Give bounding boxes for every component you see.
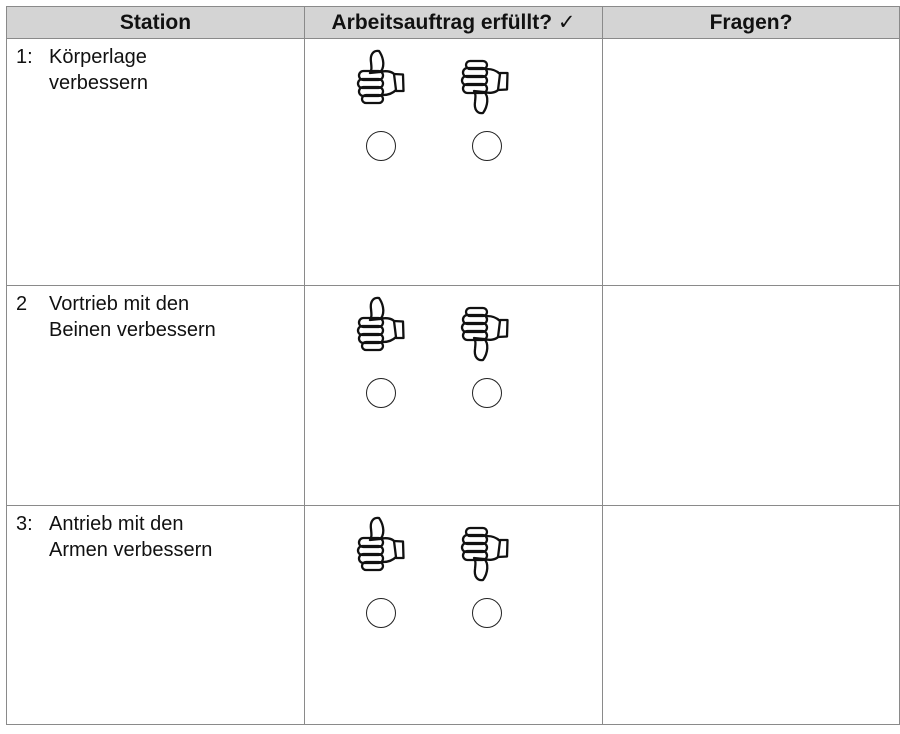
station-number: 2 <box>16 293 28 315</box>
station-cell <box>7 39 305 286</box>
completed-yes-radio[interactable] <box>366 378 396 408</box>
table-row <box>7 39 900 286</box>
station-worksheet-table <box>6 6 900 725</box>
station-description-line: Beinen verbessern <box>49 319 216 341</box>
thumbs-down-icon <box>457 294 513 364</box>
station-description-line: Armen verbessern <box>49 539 213 561</box>
station-description-line: verbessern <box>49 72 148 94</box>
header-row <box>7 7 900 39</box>
station-number: 1: <box>16 46 33 68</box>
completed-no-radio[interactable] <box>472 131 502 161</box>
thumbs-down-icon <box>457 47 513 117</box>
station-description <box>49 511 289 563</box>
station-description <box>49 291 289 343</box>
station-description-line: Antrieb mit den <box>49 513 184 535</box>
table-row <box>7 506 900 725</box>
completed-yes-radio[interactable] <box>366 131 396 161</box>
station-cell <box>7 506 305 725</box>
station-column-header: Station <box>7 7 305 39</box>
completed-yes-radio[interactable] <box>366 598 396 628</box>
task-rating-cell <box>305 506 603 725</box>
questions-cell[interactable] <box>603 286 900 506</box>
thumbs-up-icon <box>353 514 409 584</box>
thumbs-up-icon <box>353 47 409 117</box>
task-rating-cell <box>305 39 603 286</box>
completed-no-radio[interactable] <box>472 378 502 408</box>
task-rating-cell <box>305 286 603 506</box>
completed-no-radio[interactable] <box>472 598 502 628</box>
questions-column-header: Fragen? <box>603 7 900 39</box>
task-completed-column-header: Arbeitsauftrag erfüllt? ✓ <box>305 7 603 39</box>
station-number: 3: <box>16 513 33 535</box>
station-cell <box>7 286 305 506</box>
station-description-line: Körperlage <box>49 46 147 68</box>
station-description <box>49 44 289 96</box>
questions-cell[interactable] <box>603 39 900 286</box>
questions-cell[interactable] <box>603 506 900 725</box>
thumbs-up-icon <box>353 294 409 364</box>
station-description-line: Vortrieb mit den <box>49 293 190 315</box>
table-row <box>7 286 900 506</box>
thumbs-down-icon <box>457 514 513 584</box>
